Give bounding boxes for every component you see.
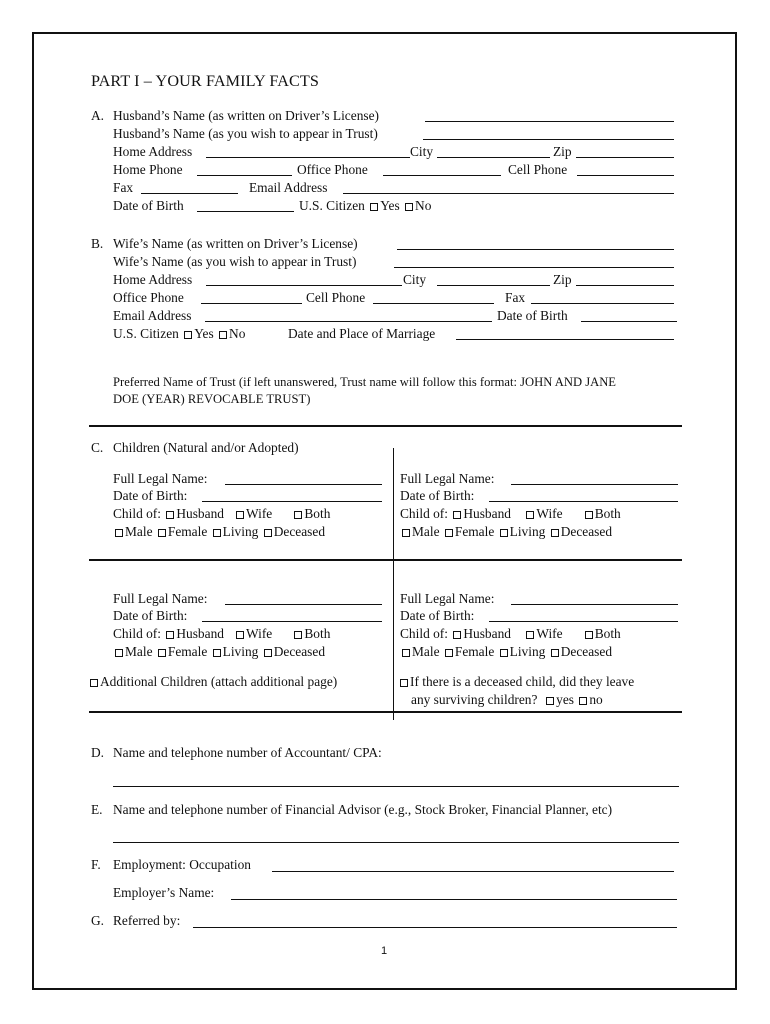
children-middle-rule [89,559,682,561]
surviving-yes-checkbox[interactable] [546,697,554,705]
additional-children-checkbox[interactable] [90,679,98,687]
child2-dob-label: Date of Birth: [400,488,475,503]
wife-home-address-field[interactable] [206,285,402,286]
children-column-divider [393,448,394,720]
wife-fax-label: Fax [505,290,526,305]
wife-cell-phone-field[interactable] [373,303,494,304]
child2-husband-checkbox[interactable] [453,511,461,519]
wife-name-trust-label: Wife’s Name (as you wish to appear in Trust) [113,254,357,269]
child3-status-row [113,644,325,660]
child2-dob-field[interactable] [489,501,678,502]
marriage-field[interactable] [456,339,674,340]
husband-dob-label: Date of Birth [113,198,184,213]
additional-children-label: Additional Children (attach additional page) [100,674,338,689]
husband-home-phone-field[interactable] [197,175,292,176]
wife-home-address-label: Home Address [113,272,193,287]
child4-female-checkbox[interactable] [445,649,453,657]
child1-dob-field[interactable] [202,501,382,502]
husband-citizen-no-checkbox[interactable] [405,203,413,211]
child3-husband-checkbox[interactable] [166,631,174,639]
section-a-letter: A. [91,108,105,123]
child2-wife-label: Wife [536,506,563,521]
accountant-label: Name and telephone number of Accountant/ CPA: [113,745,382,760]
husband-name-license-field[interactable] [425,121,674,122]
wife-citizen-label: U.S. Citizen [113,326,179,341]
husband-citizen-no-label: No [415,198,432,213]
trust-note-line2: DOE (YEAR) REVOCABLE TRUST) [113,392,311,406]
child3-name-label: Full Legal Name: [113,591,208,606]
wife-name-trust-field[interactable] [394,267,674,268]
child4-deceased-checkbox[interactable] [551,649,559,657]
child1-wife-label: Wife [246,506,273,521]
child1-husband-label: Husband [176,506,224,521]
wife-dob-field[interactable] [581,321,677,322]
surviving-no-label: no [589,692,603,707]
section-d-letter: D. [91,745,105,760]
deceased-question-checkbox[interactable] [400,679,408,687]
child2-male-checkbox[interactable] [402,529,410,537]
child3-husband-label: Husband [176,626,224,641]
occupation-label: Employment: Occupation [113,857,251,872]
child1-name-field[interactable] [225,484,382,485]
husband-city-field[interactable] [437,157,550,158]
child4-male-label: Male [412,644,440,659]
child3-both-checkbox[interactable] [294,631,302,639]
wife-citizen-row [113,326,245,342]
husband-fax-field[interactable] [141,193,238,194]
wife-name-license-label: Wife’s Name (as written on Driver’s License) [113,236,358,251]
wife-zip-label: Zip [553,272,572,287]
surviving-yes-label: yes [556,692,574,707]
husband-dob-field[interactable] [197,211,294,212]
child1-female-label: Female [167,524,208,539]
child4-childof-label: Child of: [400,626,448,641]
wife-dob-label: Date of Birth [497,308,568,323]
husband-home-address-field[interactable] [206,157,410,158]
deceased-question-line2 [411,692,603,708]
child4-wife-checkbox[interactable] [526,631,534,639]
child1-male-label: Male [125,524,153,539]
child4-wife-label: Wife [536,626,563,641]
child1-deceased-checkbox[interactable] [264,529,272,537]
wife-city-field[interactable] [437,285,550,286]
child4-deceased-label: Deceased [560,644,613,659]
husband-city-label: City [410,144,434,159]
husband-email-field[interactable] [343,193,674,194]
child3-male-checkbox[interactable] [115,649,123,657]
child3-childof-label: Child of: [113,626,161,641]
child2-female-checkbox[interactable] [445,529,453,537]
child3-male-label: Male [125,644,153,659]
husband-name-license-label: Husband’s Name (as written on Driver’s License) [113,108,380,123]
wife-zip-field[interactable] [576,285,674,286]
financial-advisor-field[interactable] [113,842,679,843]
child4-female-label: Female [454,644,495,659]
child3-name-field[interactable] [225,604,382,605]
deceased-question-line1 [400,674,634,690]
child4-name-label: Full Legal Name: [400,591,495,606]
husband-name-trust-field[interactable] [423,139,674,140]
child1-dob-label: Date of Birth: [113,488,188,503]
child3-deceased-label: Deceased [273,644,326,659]
child2-deceased-label: Deceased [560,524,613,539]
child4-both-checkbox[interactable] [585,631,593,639]
husband-office-phone-field[interactable] [383,175,501,176]
wife-office-phone-label: Office Phone [113,290,184,305]
wife-citizen-yes-label: Yes [194,326,214,341]
child2-name-field[interactable] [511,484,678,485]
child3-wife-label: Wife [246,626,273,641]
child4-husband-checkbox[interactable] [453,631,461,639]
section-g-letter: G. [91,913,105,928]
husband-fax-label: Fax [113,180,134,195]
husband-cell-phone-label: Cell Phone [508,162,568,177]
child3-female-label: Female [167,644,208,659]
child4-both-label: Both [594,626,621,641]
child2-husband-label: Husband [463,506,511,521]
occupation-field[interactable] [272,871,674,872]
husband-email-label: Email Address [249,180,328,195]
wife-city-label: City [403,272,427,287]
child4-living-label: Living [509,644,546,659]
child4-dob-label: Date of Birth: [400,608,475,623]
additional-children-row [90,674,337,690]
child4-husband-label: Husband [463,626,511,641]
child2-status-row [400,524,612,540]
child2-childof-label: Child of: [400,506,448,521]
wife-email-label: Email Address [113,308,192,323]
section-b-letter: B. [91,236,104,251]
child1-living-checkbox[interactable] [213,529,221,537]
child1-female-checkbox[interactable] [158,529,166,537]
accountant-field[interactable] [113,786,679,787]
marriage-label: Date and Place of Marriage [288,326,436,341]
child2-living-checkbox[interactable] [500,529,508,537]
deceased-question-text: If there is a deceased child, did they leave [410,674,635,689]
surviving-no-checkbox[interactable] [579,697,587,705]
child2-name-label: Full Legal Name: [400,471,495,486]
child4-childof-row [400,626,621,642]
child1-deceased-label: Deceased [273,524,326,539]
child1-male-checkbox[interactable] [115,529,123,537]
child2-living-label: Living [509,524,546,539]
section-c-letter: C. [91,440,104,455]
child4-dob-field[interactable] [489,621,678,622]
child1-both-label: Both [304,506,331,521]
husband-zip-field[interactable] [576,157,674,158]
child4-living-checkbox[interactable] [500,649,508,657]
child1-husband-checkbox[interactable] [166,511,174,519]
husband-cell-phone-field[interactable] [577,175,674,176]
referred-by-label: Referred by: [113,913,181,928]
trust-note-line1: Preferred Name of Trust (if left unanswered, Trust name will follow this format: JOHN AND JANE [113,375,616,389]
child3-living-label: Living [222,644,259,659]
financial-advisor-label: Name and telephone number of Financial Advisor (e.g., Stock Broker, Financial Planner, etc) [113,802,613,817]
husband-home-address-label: Home Address [113,144,193,159]
child3-childof-row [113,626,330,642]
surviving-children-label: any surviving children? [411,692,538,707]
child4-status-row [400,644,612,660]
section-c-bottom-rule [89,711,682,713]
wife-cell-phone-label: Cell Phone [306,290,366,305]
husband-zip-label: Zip [553,144,572,159]
child1-both-checkbox[interactable] [294,511,302,519]
husband-citizen-yes-checkbox[interactable] [370,203,378,211]
part-title: PART I – YOUR FAMILY FACTS [91,72,320,90]
employer-label: Employer’s Name: [113,885,215,900]
child3-female-checkbox[interactable] [158,649,166,657]
wife-citizen-no-label: No [229,326,246,341]
children-title: Children (Natural and/or Adopted) [113,440,299,455]
section-f-letter: F. [91,857,101,872]
wife-office-phone-field[interactable] [201,303,302,304]
husband-citizen-yes-label: Yes [380,198,400,213]
child4-name-field[interactable] [511,604,678,605]
section-e-letter: E. [91,802,103,817]
child3-dob-label: Date of Birth: [113,608,188,623]
child1-wife-checkbox[interactable] [236,511,244,519]
child4-male-checkbox[interactable] [402,649,410,657]
employer-field[interactable] [231,899,677,900]
husband-home-phone-label: Home Phone [113,162,183,177]
child3-living-checkbox[interactable] [213,649,221,657]
child2-female-label: Female [454,524,495,539]
child2-childof-row [400,506,621,522]
child1-name-label: Full Legal Name: [113,471,208,486]
child1-status-row [113,524,325,540]
child3-both-label: Both [304,626,331,641]
child1-childof-label: Child of: [113,506,161,521]
child2-male-label: Male [412,524,440,539]
wife-name-license-field[interactable] [397,249,674,250]
child2-both-label: Both [594,506,621,521]
wife-citizen-no-checkbox[interactable] [219,331,227,339]
child3-wife-checkbox[interactable] [236,631,244,639]
section-c-top-rule [89,425,682,427]
child2-deceased-checkbox[interactable] [551,529,559,537]
wife-fax-field[interactable] [531,303,674,304]
child2-wife-checkbox[interactable] [526,511,534,519]
child3-deceased-checkbox[interactable] [264,649,272,657]
child1-childof-row [113,506,330,522]
husband-citizen-label: U.S. Citizen [299,198,365,213]
husband-name-trust-label: Husband’s Name (as you wish to appear in Trust) [113,126,378,141]
husband-citizen-row [299,198,431,214]
referred-by-field[interactable] [193,927,677,928]
wife-email-field[interactable] [205,321,492,322]
wife-citizen-yes-checkbox[interactable] [184,331,192,339]
husband-office-phone-label: Office Phone [297,162,368,177]
page-number: 1 [381,945,388,957]
child1-living-label: Living [222,524,259,539]
child3-dob-field[interactable] [202,621,382,622]
child2-both-checkbox[interactable] [585,511,593,519]
